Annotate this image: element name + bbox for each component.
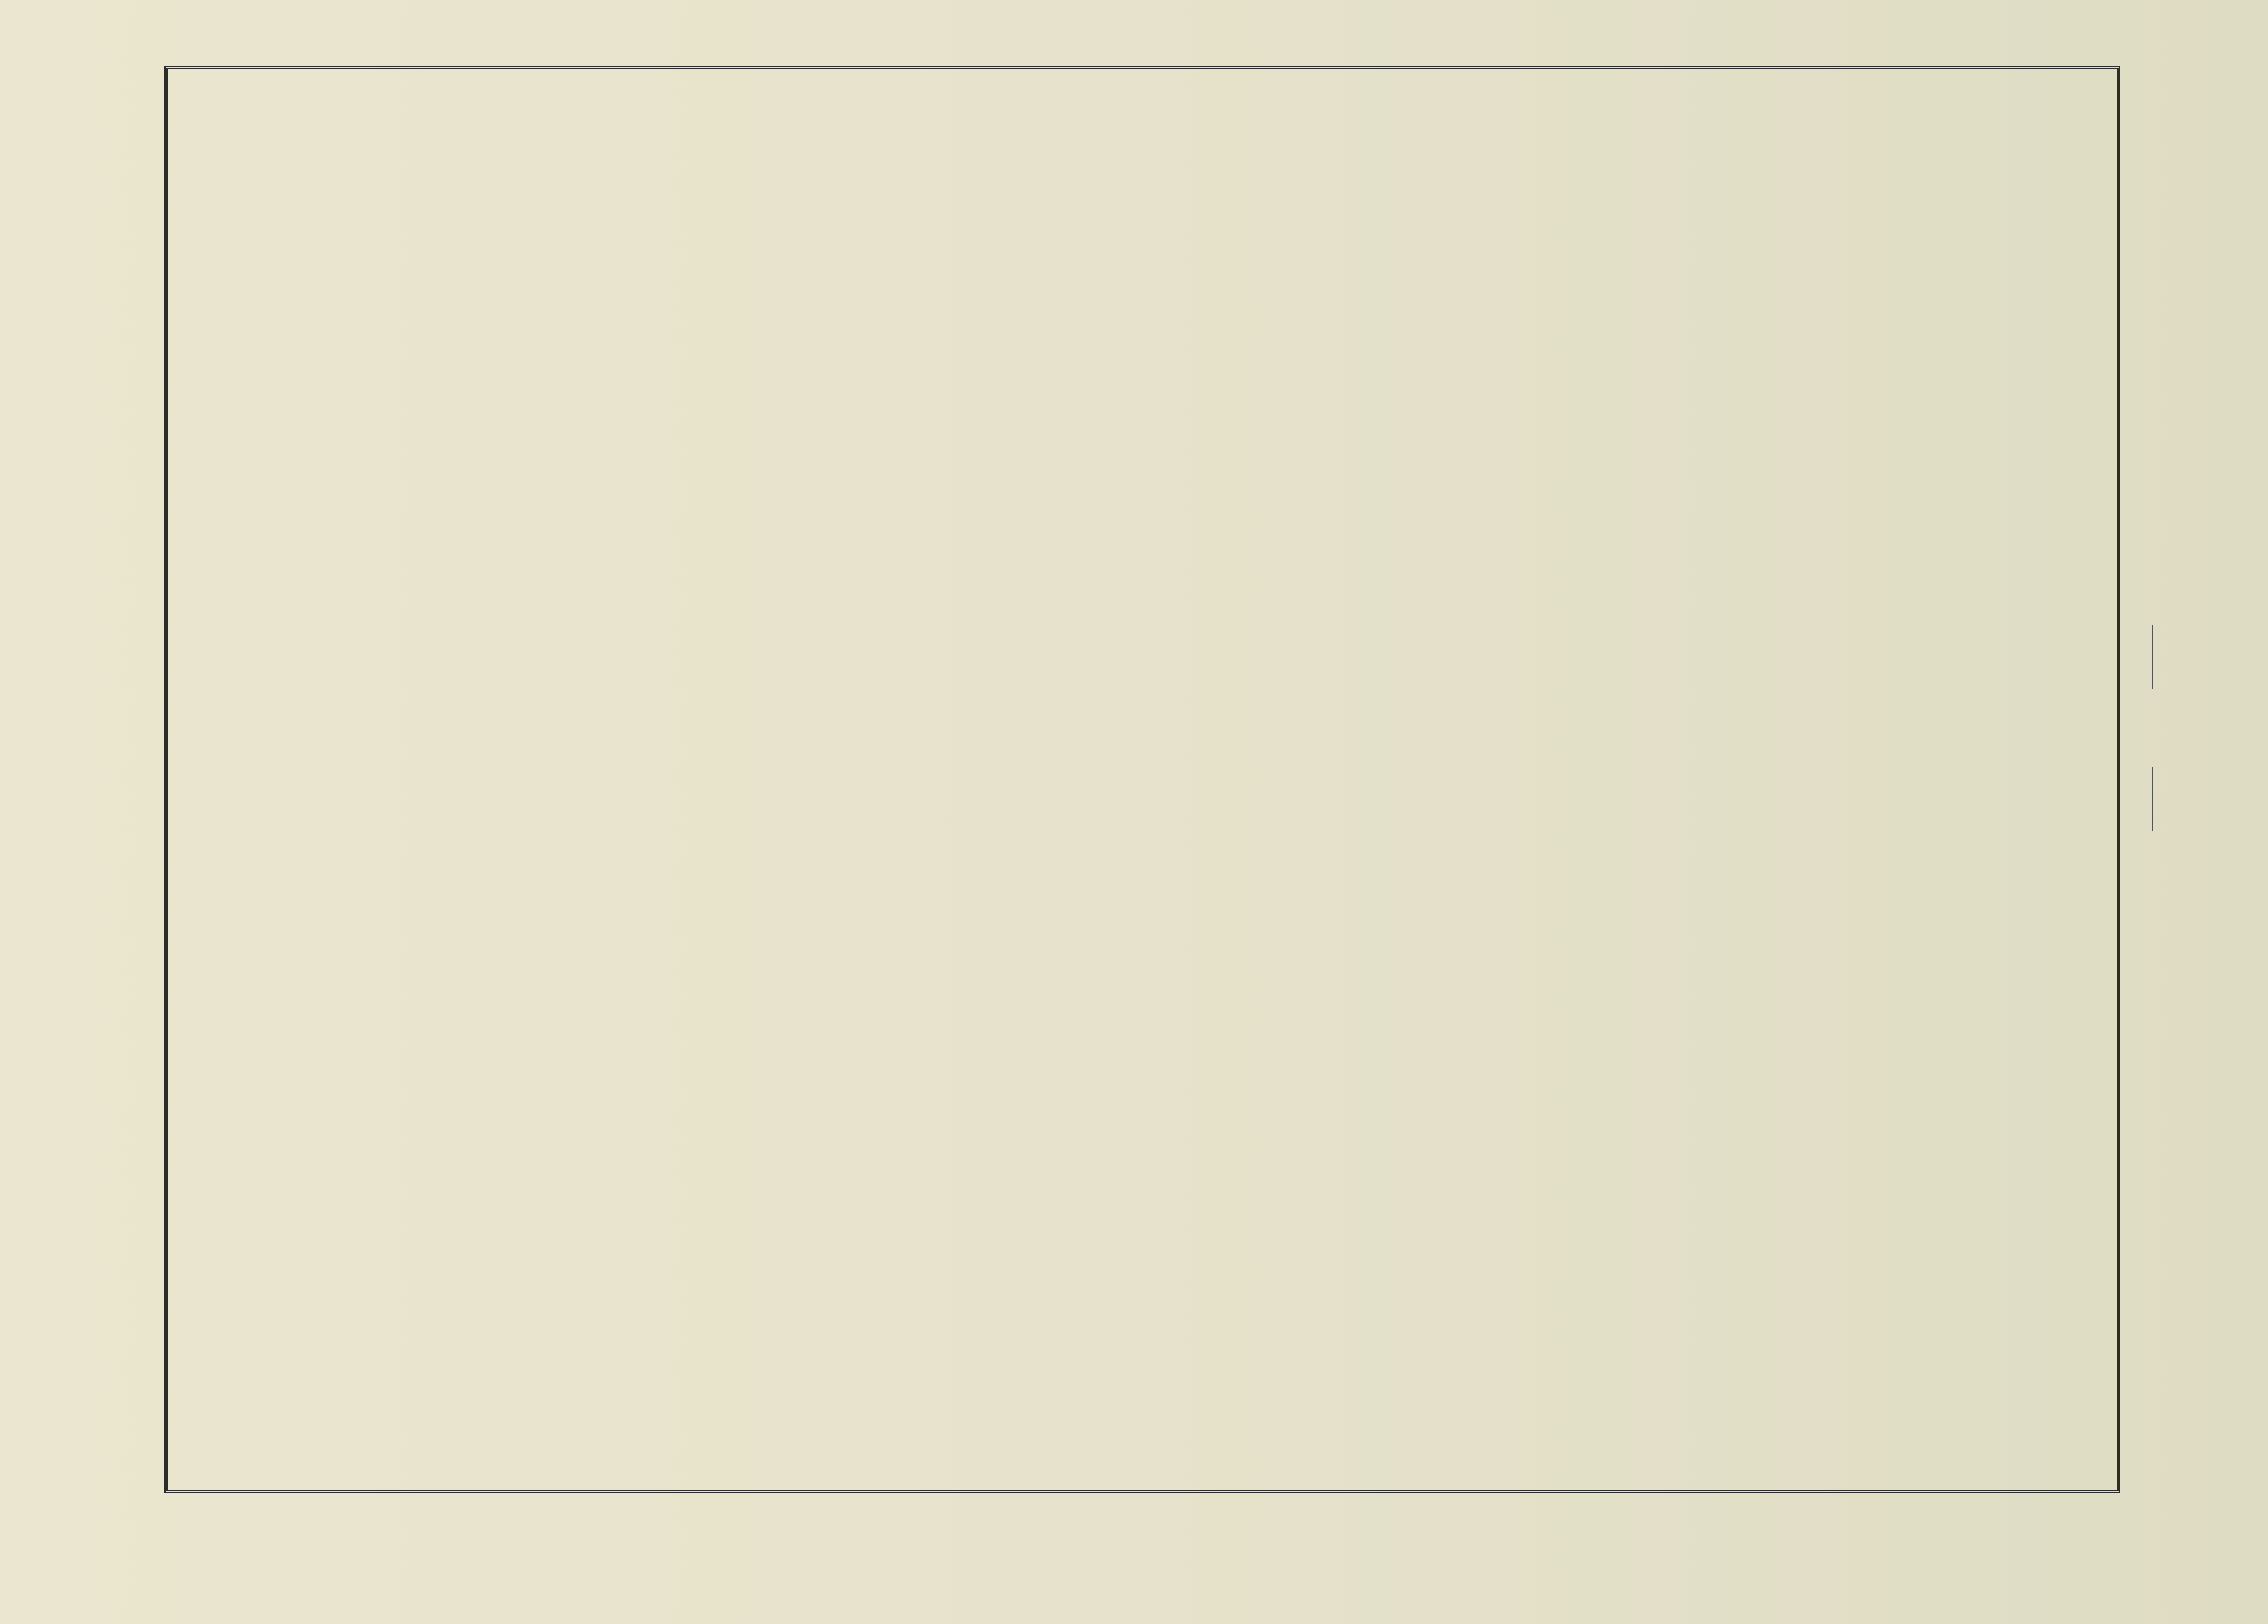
page-mark-line (2152, 625, 2153, 689)
page-mark-line (2152, 767, 2153, 831)
table-frame (164, 66, 2120, 1493)
